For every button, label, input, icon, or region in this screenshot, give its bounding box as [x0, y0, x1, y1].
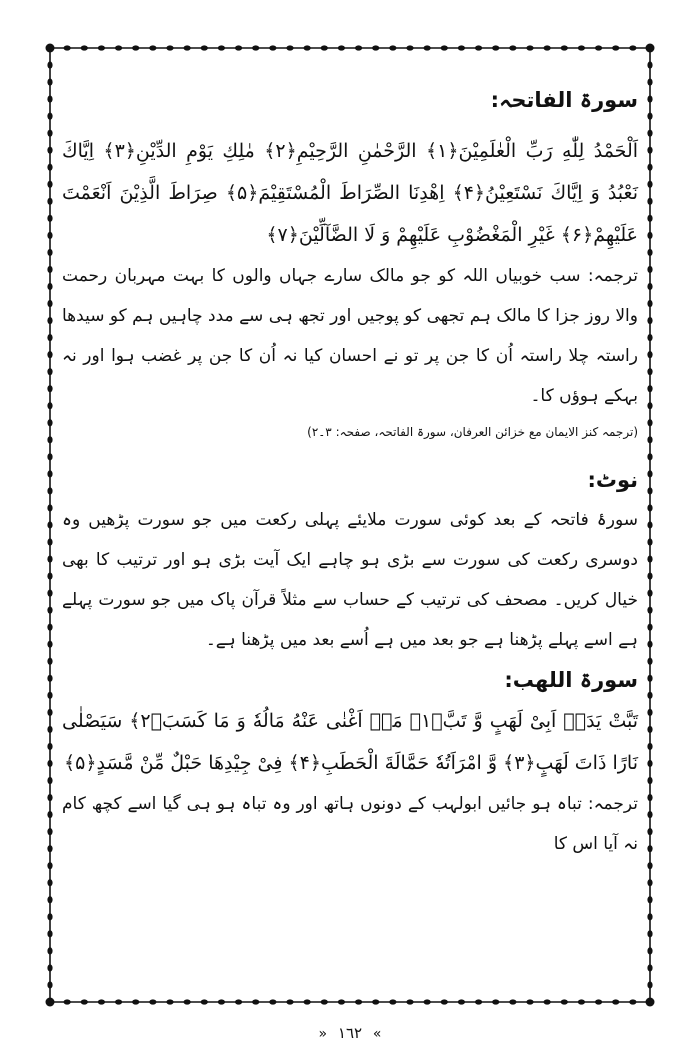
arabic-text-lahab: تَبَّتْ یَدَاۤ اَبِیْ لَهَبٍ وَّ تَبَّ﴿۱﴾ مَاۤ اَغْنٰى عَنْهُ مَالُهٗ وَ مَا كَسَبَ﴿۲﴾ سَیَصْلٰى نَارًا ذَاتَ لَهَبٍ﴿۳﴾ وَّ امْرَاَتُهٗ حَمَّالَةَ الْحَطَبِ﴿۴﴾ فِیْ جِیْدِهَا حَبْلٌ مِّنْ مَّسَدٍ﴿۵﴾	[62, 710, 638, 774]
page-number: ١٦٢	[337, 1024, 363, 1042]
heading-note: نوٹ:	[587, 468, 638, 492]
page-number-bracket-right: »	[372, 1026, 382, 1042]
translation-lahab: ترجمہ: تباہ ہو جائیں ابولہب کے دونوں ہاتھ اور وہ تباہ ہو ہی گیا اسے کچھ کام نہ آیا اس کا	[62, 794, 638, 854]
page-content	[62, 80, 638, 1000]
heading-surah-lahab: سورۃ اللھب:	[504, 668, 638, 692]
page-number-box	[300, 1016, 400, 1050]
page-number-bracket-left: «	[318, 1026, 328, 1042]
arabic-text-fatiha: اَلْحَمْدُ لِلّٰهِ رَبِّ الْعٰلَمِیْنَ﴿۱﴾ الرَّحْمٰنِ الرَّحِیْمِ﴿۲﴾ مٰلِكِ یَوْمِ الدِّیْنِ﴿۳﴾ اِیَّاكَ نَعْبُدُ وَ اِیَّاكَ نَسْتَعِیْنُ﴿۴﴾ اِهْدِنَا الصِّرَاطَ الْمُسْتَقِیْمَ﴿۵﴾ صِرَاطَ الَّذِیْنَ اَنْعَمْتَ عَلَیْهِمْ﴿۶﴾ غَیْرِ الْمَغْضُوْبِ عَلَیْهِمْ وَ لَا الضَّآلِّیْنَ﴿۷﴾	[62, 140, 639, 246]
reference-citation: (ترجمہ کنز الایمان مع خزائن العرفان، سورۃ الفاتحہ، صفحہ: ۳۔۲)	[307, 425, 638, 439]
heading-surah-fatiha: سورۃ الفاتحہ:	[490, 88, 638, 112]
translation-fatiha: ترجمہ: سب خوبیاں اللہ کو جو مالک سارے جہاں والوں کا بہت مہربان رحمت والا روز جزا کا مالک ہم تجھی کو پوجیں اور تجھ ہی سے مدد چاہیں ہم کو سیدھا راستہ چلا راستہ اُن کا جن پر تو نے احسان کیا نہ اُن کا جن پر غضب ہوا اور نہ بہکے ہوؤں کا۔	[62, 266, 638, 406]
note-text: سورۂ فاتحہ کے بعد کوئی سورت ملایئے پہلی رکعت میں جو سورت پڑھیں وہ دوسری رکعت کی سورت سے بڑی ہو چاہے ایک آیت بڑی ہو اور ترتیب کا بھی خیال کریں۔ مصحف کی ترتیب کے حساب سے مثلاً قرآن پاک میں جو سورت پہلے ہے اسے پہلے پڑھنا ہے جو بعد میں ہے اُسے بعد میں پڑھنا ہے۔	[62, 510, 638, 650]
